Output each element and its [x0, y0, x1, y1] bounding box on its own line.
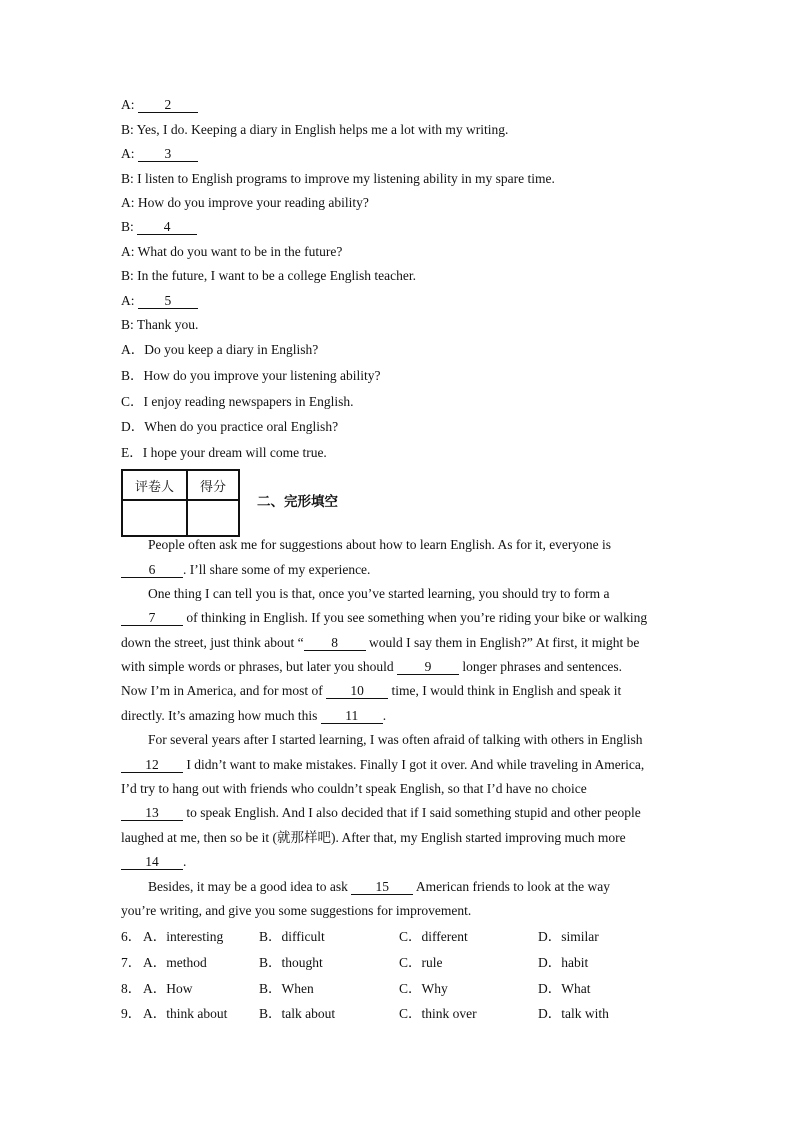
passage-p2-l6: directly. It’s amazing how much this 11 .: [121, 708, 387, 723]
option-b[interactable]: B．When: [259, 981, 314, 996]
option-b[interactable]: B．difficult: [259, 929, 325, 944]
dialogue-line-1: A: 2: [121, 96, 198, 114]
passage-p3-l4: 13 to speak English. And I also decided that if I said something stupid and other people: [121, 804, 641, 822]
option-number: 7．: [121, 955, 142, 970]
option-d[interactable]: D．talk with: [538, 1006, 609, 1021]
score-header: 得分: [187, 470, 239, 500]
passage-p2-l4: with simple words or phrases, but later you should 9 longer phrases and sentences.: [121, 659, 623, 674]
choice-a: A．Do you keep a diary in English?: [121, 342, 319, 357]
dialogue-line-8: B: In the future, I want to be a college English teacher.: [121, 268, 417, 283]
passage-p2-l5: Now I’m in America, and for most of 10 time, I would think in English and speak it: [121, 683, 622, 698]
passage-p4-l2: you’re writing, and give you some suggestions for improvement.: [121, 903, 472, 918]
dialogue-line-2: B: Yes, I do. Keeping a diary in English helps me a lot with my writing.: [121, 122, 509, 137]
passage-p3-l6: 14 .: [121, 853, 186, 871]
blank-5[interactable]: 5: [138, 293, 198, 309]
option-number: 8．: [121, 981, 142, 996]
dialogue-line-4: B: I listen to English programs to improve my listening ability in my spare time.: [121, 171, 555, 186]
option-a[interactable]: A．method: [143, 955, 207, 970]
option-c[interactable]: C．different: [399, 929, 468, 944]
grader-cell[interactable]: [122, 500, 187, 536]
choice-c: C．I enjoy reading newspapers in English.: [121, 394, 354, 409]
score-cell[interactable]: [187, 500, 239, 536]
dialogue-line-7: A: What do you want to be in the future?: [121, 244, 343, 259]
grader-header: 评卷人: [122, 470, 187, 500]
choice-d: D．When do you practice oral English?: [121, 419, 339, 434]
option-a[interactable]: A．interesting: [143, 929, 224, 944]
option-c[interactable]: C．rule: [399, 955, 443, 970]
dialogue-line-5: A: How do you improve your reading ability?: [121, 195, 369, 210]
dialogue-line-9: A: 5: [121, 292, 198, 310]
option-d[interactable]: D．What: [538, 981, 591, 996]
blank-8[interactable]: 8: [304, 635, 366, 651]
dialogue-line-6: B: 4: [121, 218, 197, 236]
passage-p3-l5: laughed at me, then so be it (就那样吧). After that, my English started improving much more: [121, 830, 626, 845]
blank-9[interactable]: 9: [397, 659, 459, 675]
option-number: 9．: [121, 1006, 142, 1021]
passage-p3-l2: 12 I didn’t want to make mistakes. Finally I got it over. And while traveling in America,: [121, 756, 644, 774]
choice-e: E．I hope your dream will come true.: [121, 445, 327, 460]
passage-p2-l3: down the street, just think about “ 8 would I say them in English?” At first, it might be: [121, 635, 640, 650]
blank-4[interactable]: 4: [137, 219, 197, 235]
blank-15[interactable]: 15: [351, 879, 413, 895]
dialogue-line-10: B: Thank you.: [121, 317, 199, 332]
blank-14[interactable]: 14: [121, 854, 183, 870]
passage-p1-l2: 6 . I’ll share some of my experience.: [121, 561, 370, 579]
passage-p2-l2: 7 of thinking in English. If you see something when you’re riding your bike or walking: [121, 609, 647, 627]
passage-p2-l1: One thing I can tell you is that, once you’ve started learning, you should try to form a: [148, 586, 610, 601]
option-number: 6．: [121, 929, 142, 944]
blank-3[interactable]: 3: [138, 146, 198, 162]
blank-13[interactable]: 13: [121, 805, 183, 821]
section-title: 二、完形填空: [257, 494, 338, 510]
blank-10[interactable]: 10: [326, 683, 388, 699]
blank-7[interactable]: 7: [121, 610, 183, 626]
option-b[interactable]: B．talk about: [259, 1006, 336, 1021]
passage-p3-l3: I’d try to hang out with friends who couldn’t speak English, so that I’d have no choice: [121, 781, 587, 796]
blank-6[interactable]: 6: [121, 562, 183, 578]
passage-p3-l1: For several years after I started learning, I was often afraid of talking with others in English: [148, 732, 643, 747]
score-table: [121, 469, 240, 537]
option-a[interactable]: A．How: [143, 981, 193, 996]
blank-11[interactable]: 11: [321, 708, 383, 724]
blank-12[interactable]: 12: [121, 757, 183, 773]
option-d[interactable]: D．similar: [538, 929, 599, 944]
passage-p4-l1: Besides, it may be a good idea to ask 15 American friends to look at the way: [148, 879, 611, 894]
option-c[interactable]: C．Why: [399, 981, 448, 996]
option-c[interactable]: C．think over: [399, 1006, 477, 1021]
option-b[interactable]: B．thought: [259, 955, 323, 970]
blank-2[interactable]: 2: [138, 97, 198, 113]
dialogue-line-3: A: 3: [121, 145, 198, 163]
passage-p1-l1: People often ask me for suggestions about how to learn English. As for it, everyone is: [148, 537, 612, 552]
choice-b: B．How do you improve your listening ability?: [121, 368, 381, 383]
option-a[interactable]: A．think about: [143, 1006, 228, 1021]
option-d[interactable]: D．habit: [538, 955, 589, 970]
